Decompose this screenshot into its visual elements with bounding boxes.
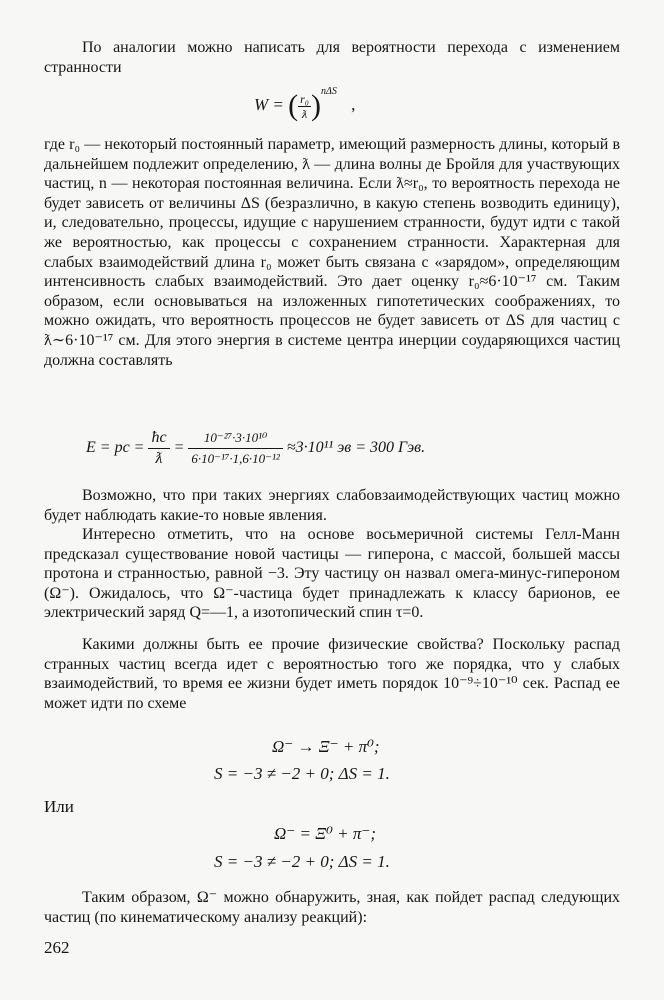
or-word: Или	[44, 797, 74, 816]
eq-e-equals: =	[173, 439, 185, 457]
page-number: 262	[44, 938, 70, 957]
decay-scheme-2: Ω⁻ = Ξ⁰ + π⁻;	[274, 824, 377, 843]
eq-w-comma: ,	[351, 95, 356, 114]
paragraph-intro: По аналогии можно написать для вероятности перехода с изменением странности	[44, 39, 620, 76]
eq-w-denominator: ƛ	[301, 106, 308, 121]
eq-w-fraction	[298, 92, 311, 121]
paragraph-gell-mann: Интересно отметить, что на основе восьмеричной системы Гелл-Манн предсказал существование новой частицы — гиперона, с массой, большей массы протона и странностью, равной −3. Эту частицу он назвал омега-минус-гипероном (Ω⁻). Ожидалось, что Ω⁻-частица будет принадлежать к классу барионов, ее электрический заряд Q=—1, а изотопический спин τ=0.	[44, 526, 620, 622]
equation-probability	[254, 86, 355, 123]
paragraph-new-phenomena: Возможно, что при таких энергиях слабовзаимодействующих частиц можно будет наблюдать какие-то новые явления.	[44, 487, 620, 524]
decay-scheme-1: Ω⁻ → Ξ⁻ + π⁰;	[272, 737, 380, 756]
paragraph-definitions: где r₀ — некоторый постоянный параметр, имеющий размерность длины, который в дальнейшем подлежит определению, ƛ — длина волны де Бройля для участвующих частиц, n — некоторая постоянная величина. Если ƛ≈r₀, то вероятность перехода не будет зависеть от величины ΔS (безразлично, в какую степень возводить единицу), и, следовательно, процессы, идущие с нарушением странности, будут идти с такой же вероятностью, как процессы с сохранением странности. Характерная для слабых взаимодействий длина r₀ может быть связана с «зарядом», определяющим интенсивность слабых взаимодействий. Это дает оценку r₀≈6·10⁻¹⁷ см. Таким образом, если основываться на изложенных гипотетических соображениях, то можно ожидать, что вероятность процессов не будет зависеть от ΔS для частиц с ƛ∼6·10⁻¹⁷ см. Для этого энергия в системе центра инерции соударяющихся частиц должна составлять	[44, 136, 620, 369]
eq-e-f2-den: 6·10⁻¹⁷·1,6·10⁻¹²	[191, 451, 280, 466]
strangeness-equation-1: S = −3 ≠ −2 + 0; ΔS = 1.	[214, 764, 390, 783]
eq-w-numerator: r₀	[300, 91, 309, 106]
eq-e-rhs: ≈3·10¹¹ эв = 300 Гэв.	[286, 439, 426, 457]
eq-w-exponent: nΔS	[320, 86, 337, 97]
book-page	[44, 0, 620, 1000]
right-paren: )	[310, 89, 321, 123]
eq-e-fraction-2	[188, 428, 282, 469]
paragraph-properties: Какими должны быть ее прочие физические свойства? Поскольку распад странных частиц всегда идет с вероятностью того же порядка, что у слабых взаимодействий, то время ее жизни будет иметь порядок 10⁻⁹÷10⁻¹⁰ сек. Распад ее может идти по схеме	[44, 636, 620, 712]
eq-e-f1-num: ħc	[148, 428, 169, 449]
eq-e-fraction-1	[148, 428, 169, 469]
strangeness-equation-2: S = −3 ≠ −2 + 0; ΔS = 1.	[214, 852, 390, 871]
paragraph-conclusion: Таким образом, Ω⁻ можно обнаружить, зная, как пойдет распад следующих частиц (по кинематическому анализу реакций):	[44, 889, 620, 926]
equation-energy	[86, 428, 425, 469]
left-paren: (	[288, 89, 299, 123]
eq-e-f2-num: 10⁻²⁷·3·10¹⁰	[188, 428, 282, 449]
eq-w-lhs: W =	[254, 95, 284, 114]
eq-e-lhs: E = pc =	[86, 439, 145, 457]
eq-e-f1-den: ƛ	[155, 450, 163, 467]
